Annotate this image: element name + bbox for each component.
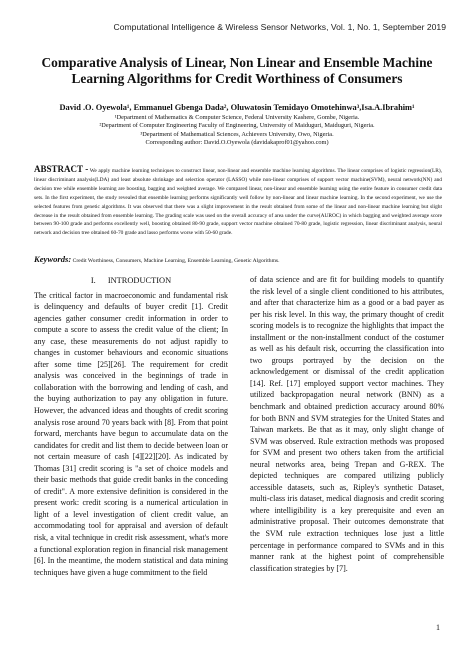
left-column	[34, 274, 228, 578]
keywords-label: Keywords:	[34, 254, 72, 264]
paper-title: Comparative Analysis of Linear, Non Linear and Ensemble Machine Learning Algorithms for Credit Worthiness of Consumers	[41, 55, 433, 86]
keywords-text: Credit Worthiness, Consumers, Machine Learning, Ensemble Learning, Genetic Algorithms.	[72, 258, 280, 264]
author-list: David .O. Oyewola¹, Emmanuel Gbenga Dada², Oluwatosin Temidayo Omotehinwa³,Isa.A.Ibrahim¹	[59, 103, 415, 112]
abstract-label: ABSTRACT -	[34, 164, 89, 174]
section-number: I.	[90, 276, 96, 285]
running-head: Computational Intelligence & Wireless Sensor Networks, Vol. 1, No. 1, September 2019	[113, 22, 446, 32]
corresponding-author: Corresponding author: David.O.Oyewola (davidakaprof01@yahoo.com)	[145, 139, 329, 147]
right-column	[250, 274, 444, 574]
page-number: 1	[436, 623, 440, 632]
abstract-text: We apply machine learning techniques to construct linear, non-linear and ensemble machine learning algorithms. The linear comprises of logistic regression(LR), linear discriminant analysis(LDA) and least absolute shrinkage and selection operator (LASSO) while non-linear comprises of support vector machine(SVM), neural network(NN) and decision tree while ensemble learning are boosting, bagging and weighted average. We compared linear, non-linear and ensemble learning using the entire feature in consumer credit data sets. In the first experiment, the study revealed that ensemble learning performs significantly well follow by non-linear and linear machine learning. In the second experiment, we use the selected features from genetic algorithms. It was observed that there was a slight improvement in the result obtained from some of the linear and non-linear machine learning but slight decrease in the result obtained from ensemble learning. The grading scale was used on the overall accuracy of area under the curve(AUROC) in which bagging and weighted average score between 90-100 grade and performs excellently well, boosting obtained 80-90 grade, support vector machine obtained 70-80 grade, logistic regression, linear discriminant analysis, neural network and decision tree obtained 60-70 grade and lasso performs worse with 50-60 grade.	[34, 168, 442, 237]
intro-text-right: of data science and are fit for building models to quantify the risk level of a single client conditioned to his attributes, and after that characterize him as a good or a bad payer as per his risk level. In this way, the primary thought of credit scoring models is to recognize the highlights that impact the installment or the non-installment conduct of the costumer as well as his default risk, occurring the classification into two groups portrayed by the decision on the acknowledgement or dismissal of the credit application [14]. Ref. [17] employed support vector machines. They utilized backpropagation neural network (BNN) as a benchmark and obtained prediction accuracy around 80% for both BNN and SVM strategies for the United States and Taiwan markets. Be that as it may, only slight change of SVM was observed. Rule extraction methods was proposed for SVM and present two others taken from the artificial neural networks area, being Trepan and G-REX. The depicted techniques are compared utilizing publicly accessible datasets, such as, Ripley's synthetic Dataset, multi-class iris dataset, medical diagnosis and credit scoring where intelligibility is a key prerequisite and even an administrative proposal. Their outcomes demonstrate that the SVM rule extraction techniques lose just a little percentage in performance compared to SVMs and in this manner rank at the highest point of comprehensible classification strategies by [7].	[250, 275, 444, 573]
abstract	[34, 165, 442, 238]
keywords	[34, 255, 442, 266]
affiliation-1: ¹Department of Mathematics & Computer Science, Federal University Kashere, Gombe, Nigeria.	[114, 114, 360, 121]
section-heading	[34, 275, 228, 287]
section-title: INTRODUCTION	[107, 276, 172, 285]
affiliation-2: ²Department of Computer Engineering Faculty of Engineering, University of Maiduguri, Maiduguri, Nigeria.	[99, 122, 375, 130]
affiliation-3: ³Department of Mathematical Sciences, Achievers University, Owo, Nigeria.	[140, 130, 334, 138]
affiliations	[20, 114, 454, 148]
intro-text-left: The critical factor in macroeconomic and fundamental risk is delinquency and defaults of buyer credit [1]. Credit agencies gather consumer credit information in order to compute a score to assess the credit value of the client; In any case, these measurements do not adjust rapidly to changes in customer behaviours and economic situations after some time [25][26]. The requirement for credit analysis was conceived in the beginnings of trade in collaboration with the borrowing and lending of cash, and the buying authorization to pay any obligation in future. However, the advanced ideas and thoughts of credit scoring analysis rose around 70 years back with [8]. From that point forward, merchants have begun to accumulate data on the candidates for credit and list them to decide between loan or not certain measure of cash [4][22][20]. As indicated by Thomas [31] credit scoring is "a set of choice models and their basic methods that guide credit banks in the conceding of credit". A more extensive definition is considered in the present work: credit scoring is a numerical articulation in light of a level investigation of client credit value, an accommodating tool for appraisal and aversion of default risk, a vital technique in credit risk assessment, what's more a functional exploration region in financial risk management [6]. In the meantime, the modern statistical and data mining techniques have given a huge commitment to the field	[34, 290, 228, 577]
